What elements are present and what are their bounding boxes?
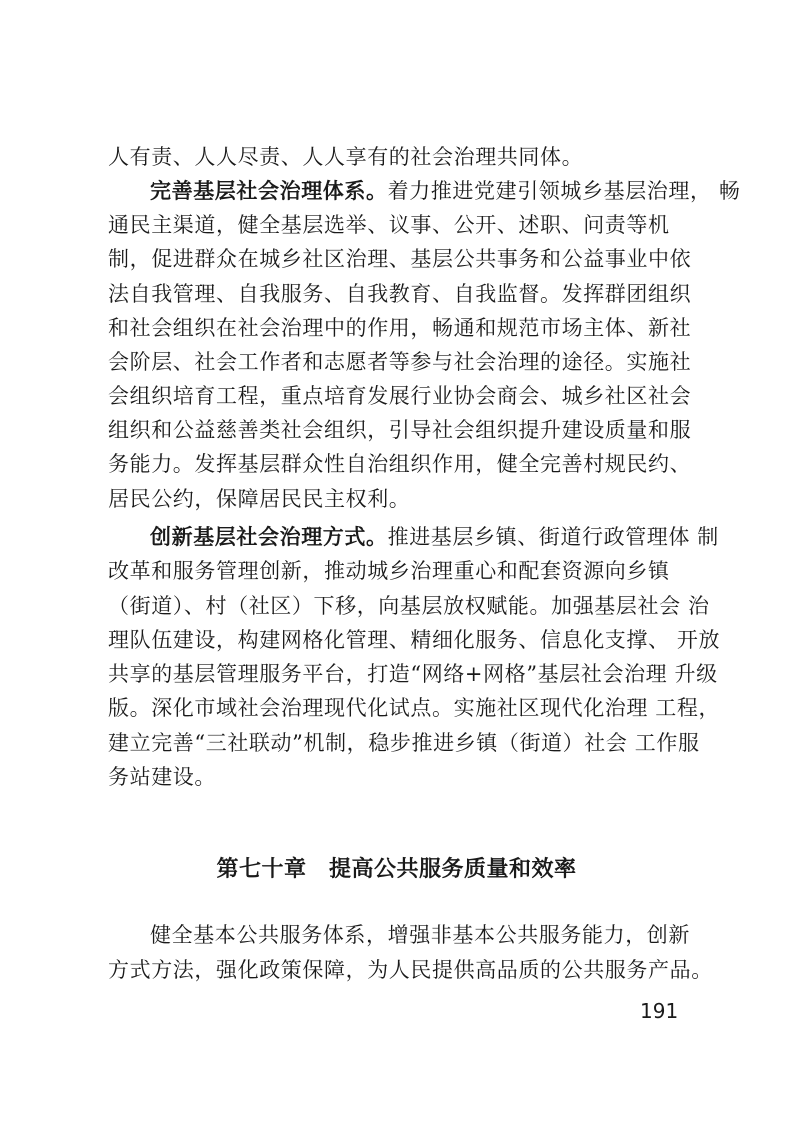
- text-line: 务站建设。: [108, 765, 216, 789]
- text-line: 务能力。发挥基层群众性自治组织作用，健全完善村规民约、: [108, 452, 692, 476]
- text-line: 改革和服务管理创新，推动城乡治理重心和配套资源向乡镇: [108, 559, 670, 583]
- chapter-heading: 第七十章 提高公共服务质量和效率: [216, 857, 577, 882]
- page-number: 191: [640, 999, 679, 1023]
- text-line-rest: 推进基层乡镇、街道行政管理体 制: [387, 525, 719, 549]
- text-line: 人有责、人人尽责、人人享有的社会治理共同体。: [108, 145, 584, 169]
- text-line: 通民主渠道，健全基层选举、议事、公开、述职、问责等机: [108, 213, 670, 237]
- text-line: 制，促进群众在城乡社区治理、基层公共事务和公益事业中依: [108, 247, 692, 271]
- text-line: 版。深化市域社会治理现代化试点。实施社区现代化治理 工程，: [108, 696, 721, 720]
- text-line: 组织和公益慈善类社会组织，引导社会组织提升建设质量和服: [108, 418, 692, 442]
- paragraph-lead-heading: 创新基层社会治理方式。: [150, 525, 388, 549]
- text-line: 理队伍建设，构建网格化管理、精细化服务、信息化支撑、 开放: [108, 628, 721, 652]
- text-line: 会组织培育工程，重点培育发展行业协会商会、城乡社区社会: [108, 384, 692, 408]
- text-line: 共享的基层管理服务平台，打造“网络+网格”基层社会治理 升级: [108, 662, 718, 686]
- text-line: 建立完善“三社联动”机制，稳步推进乡镇（街道）社会 工作服: [108, 731, 700, 755]
- text-line: 方式方法，强化政策保障，为人民提供高品质的公共服务产品。: [108, 958, 713, 982]
- text-line: 会阶层、社会工作者和志愿者等参与社会治理的途径。实施社: [108, 350, 692, 374]
- text-line: [150, 177, 741, 205]
- text-line: 和社会组织在社会治理中的作用，畅通和规范市场主体、新社: [108, 316, 692, 340]
- paragraph-lead-heading: 完善基层社会治理体系。: [150, 179, 388, 203]
- text-line: 法自我管理、自我服务、自我教育、自我监督。发挥群团组织: [108, 282, 692, 306]
- text-line: 健全基本公共服务体系，增强非基本公共服务能力，创新: [150, 923, 690, 947]
- text-line-rest: 着力推进党建引领城乡基层治理， 畅: [387, 179, 741, 203]
- text-line: [150, 523, 719, 551]
- text-line: 居民公约，保障居民民主权利。: [108, 487, 411, 511]
- text-line: （街道）、村（社区）下移，向基层放权赋能。加强基层社会 治: [108, 594, 710, 618]
